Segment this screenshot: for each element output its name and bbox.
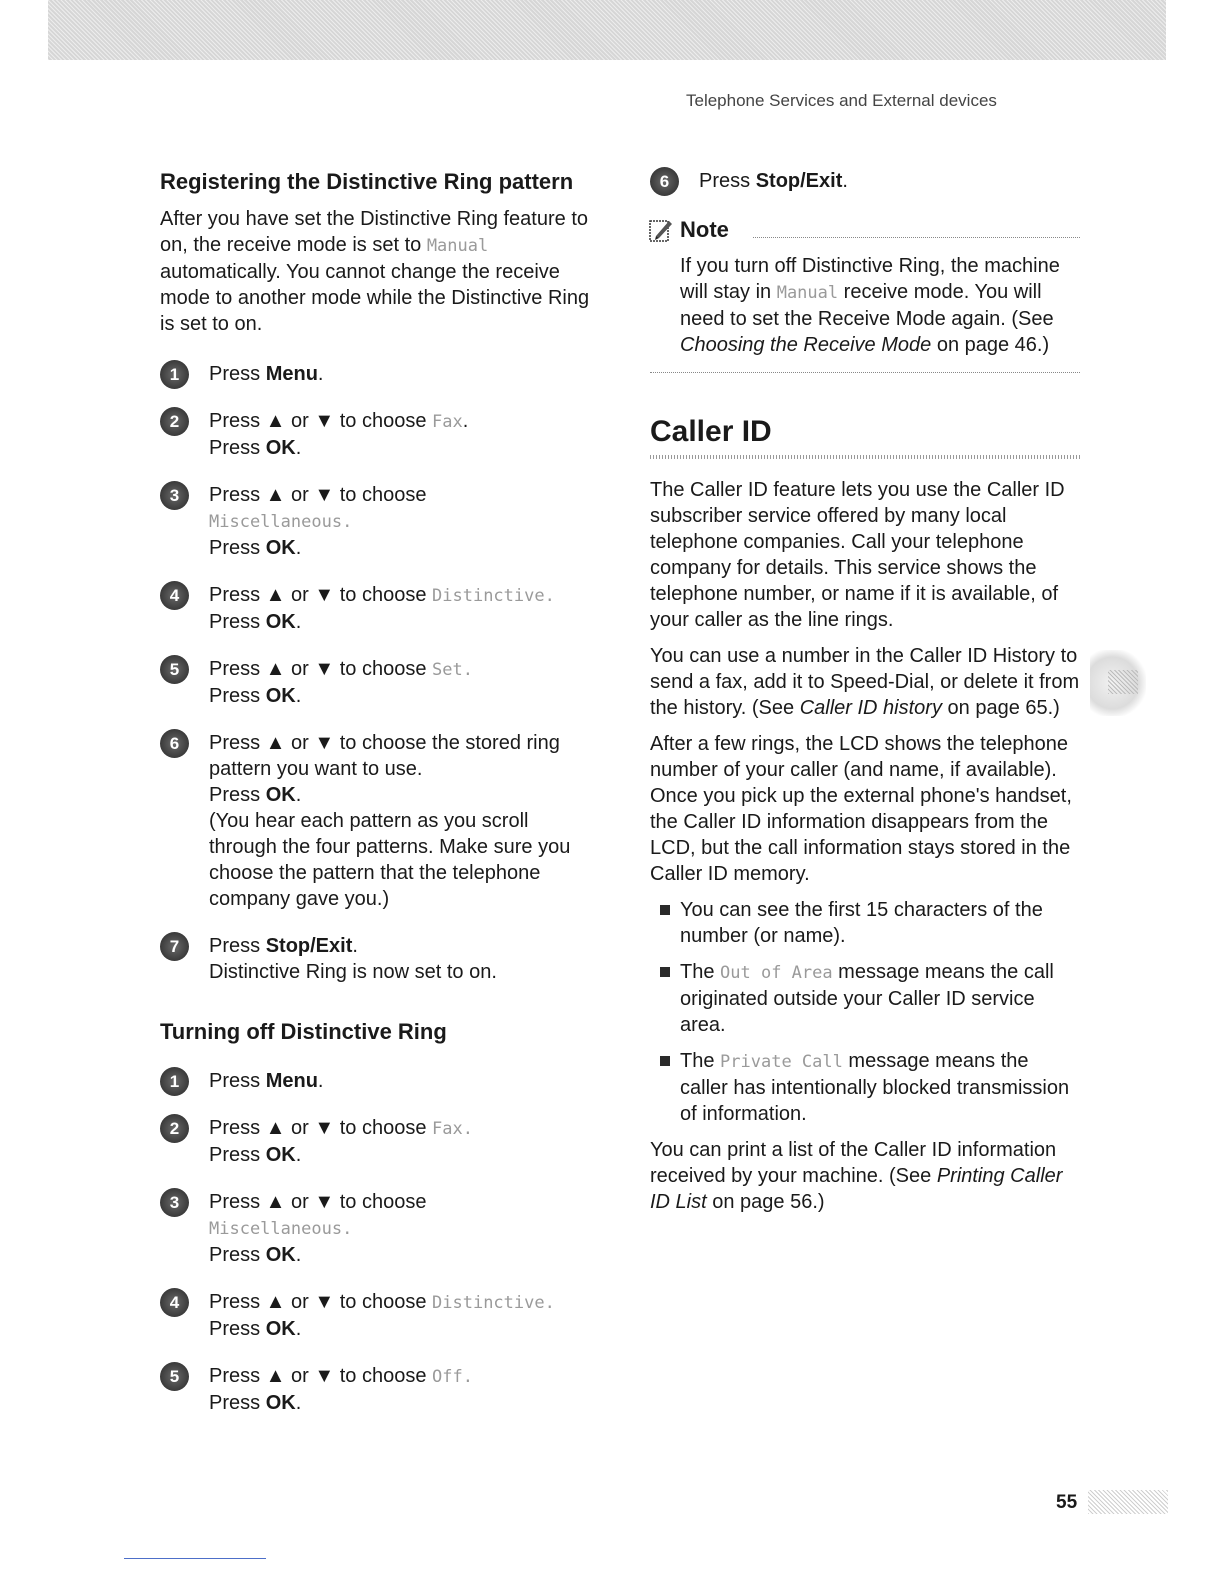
step-5: 5 Press ▲ or ▼ to choose Set. Press OK. (160, 656, 600, 709)
note-title: Note (680, 217, 729, 242)
bullet-square-icon (660, 905, 670, 915)
step-number-badge: 3 (160, 481, 189, 510)
section-heading-registering: Registering the Distinctive Ring pattern (160, 169, 574, 194)
off-step-1: 1 Press Menu. (160, 1068, 600, 1094)
step-number-badge: 1 (160, 360, 189, 389)
caller-id-paragraph-3: After a few rings, the LCD shows the telephone number of your caller (and name, if available). Once you pick up the external phone's handset, the Caller ID information disappears from the LCD, but the call information stays stored in the Caller ID memory. (650, 733, 1072, 885)
page-number-pattern (1088, 1490, 1168, 1514)
caller-id-rule (650, 455, 1080, 459)
step-6: 6 Press ▲ or ▼ to choose the stored ring pattern you want to use. Press OK. (You hear each pattern as you scroll through the four patterns. Make sure you choose the pattern that the telephone company gave you.) (160, 730, 600, 912)
caller-id-paragraph-4: You can print a list of the Caller ID information received by your machine. (See Printing Caller ID List on page 56.) (650, 1139, 1063, 1213)
off-step-3: 3 Press ▲ or ▼ to choose Miscellaneous. Press OK. (160, 1189, 600, 1268)
step-7: 7 Press Stop/Exit. Distinctive Ring is now set to on. (160, 933, 600, 985)
note-pencil-icon (648, 217, 674, 243)
chapter-tab (1090, 650, 1146, 716)
chapter-tab-pattern (1108, 670, 1138, 694)
bullet-item: You can see the first 15 characters of the number (or name). (650, 897, 1080, 949)
step-6-stop: 6 Press Stop/Exit. (650, 168, 1080, 194)
footer-link-line (124, 1558, 266, 1559)
step-number-badge: 2 (160, 1114, 189, 1143)
step-4: 4 Press ▲ or ▼ to choose Distinctive. Press OK. (160, 582, 600, 635)
step-number-badge: 5 (160, 1362, 189, 1391)
step-number-badge: 2 (160, 407, 189, 436)
step-number-badge: 5 (160, 655, 189, 684)
bullet-square-icon (660, 1056, 670, 1066)
step-number-badge: 3 (160, 1188, 189, 1217)
page-number: 55 (1056, 1492, 1078, 1513)
step-number-badge: 4 (160, 1288, 189, 1317)
note-box (650, 215, 1080, 373)
note-bottom-divider (650, 372, 1080, 373)
caller-id-bullets (650, 897, 1080, 1127)
step-3: 3 Press ▲ or ▼ to choose Miscellaneous. Press OK. (160, 482, 600, 561)
step-1: 1 Press Menu. (160, 361, 600, 387)
bullet-square-icon (660, 967, 670, 977)
off-step-5: 5 Press ▲ or ▼ to choose Off. Press OK. (160, 1363, 600, 1416)
bullet-item: The Out of Area message means the call originated outside your Caller ID service area. (650, 959, 1080, 1038)
section-heading-turning-off: Turning off Distinctive Ring (160, 1019, 447, 1044)
running-head: Telephone Services and External devices (686, 91, 997, 110)
step-number-badge: 1 (160, 1067, 189, 1096)
left-column (160, 168, 600, 1437)
note-text: If you turn off Distinctive Ring, the machine will stay in Manual receive mode. You will need to set the Receive Mode again. (See Choosing the Receive Mode on page 46.) (680, 255, 1060, 356)
caller-id-paragraph-2: You can use a number in the Caller ID History to send a fax, add it to Speed-Dial, or delete it from the history. (See Caller ID history on page 65.) (650, 645, 1080, 719)
off-step-4: 4 Press ▲ or ▼ to choose Distinctive. Press OK. (160, 1289, 600, 1342)
caller-id-paragraph-1: The Caller ID feature lets you use the Caller ID subscriber service offered by many local telephone companies. Call your telephone company for details. This service shows the telephone number, or name if it is available, of your caller as the line rings. (650, 479, 1065, 631)
step-number-badge: 4 (160, 581, 189, 610)
header-pattern-bar (48, 0, 1166, 60)
step-number-badge: 7 (160, 932, 189, 961)
caller-id-title: Caller ID (650, 415, 772, 448)
step-number-badge: 6 (160, 729, 189, 758)
bullet-item: The Private Call message means the caller has intentionally blocked transmission of information. (650, 1048, 1080, 1127)
step-number-badge: 6 (650, 167, 679, 196)
off-step-2: 2 Press ▲ or ▼ to choose Fax. Press OK. (160, 1115, 600, 1168)
step-2: 2 Press ▲ or ▼ to choose Fax. Press OK. (160, 408, 600, 461)
right-column (650, 168, 1080, 1225)
note-divider (753, 223, 1080, 238)
intro-paragraph: After you have set the Distinctive Ring feature to on, the receive mode is set to Manual automatically. You cannot change the receive mode to another mode while the Distinctive Ring is set to on. (160, 208, 590, 335)
